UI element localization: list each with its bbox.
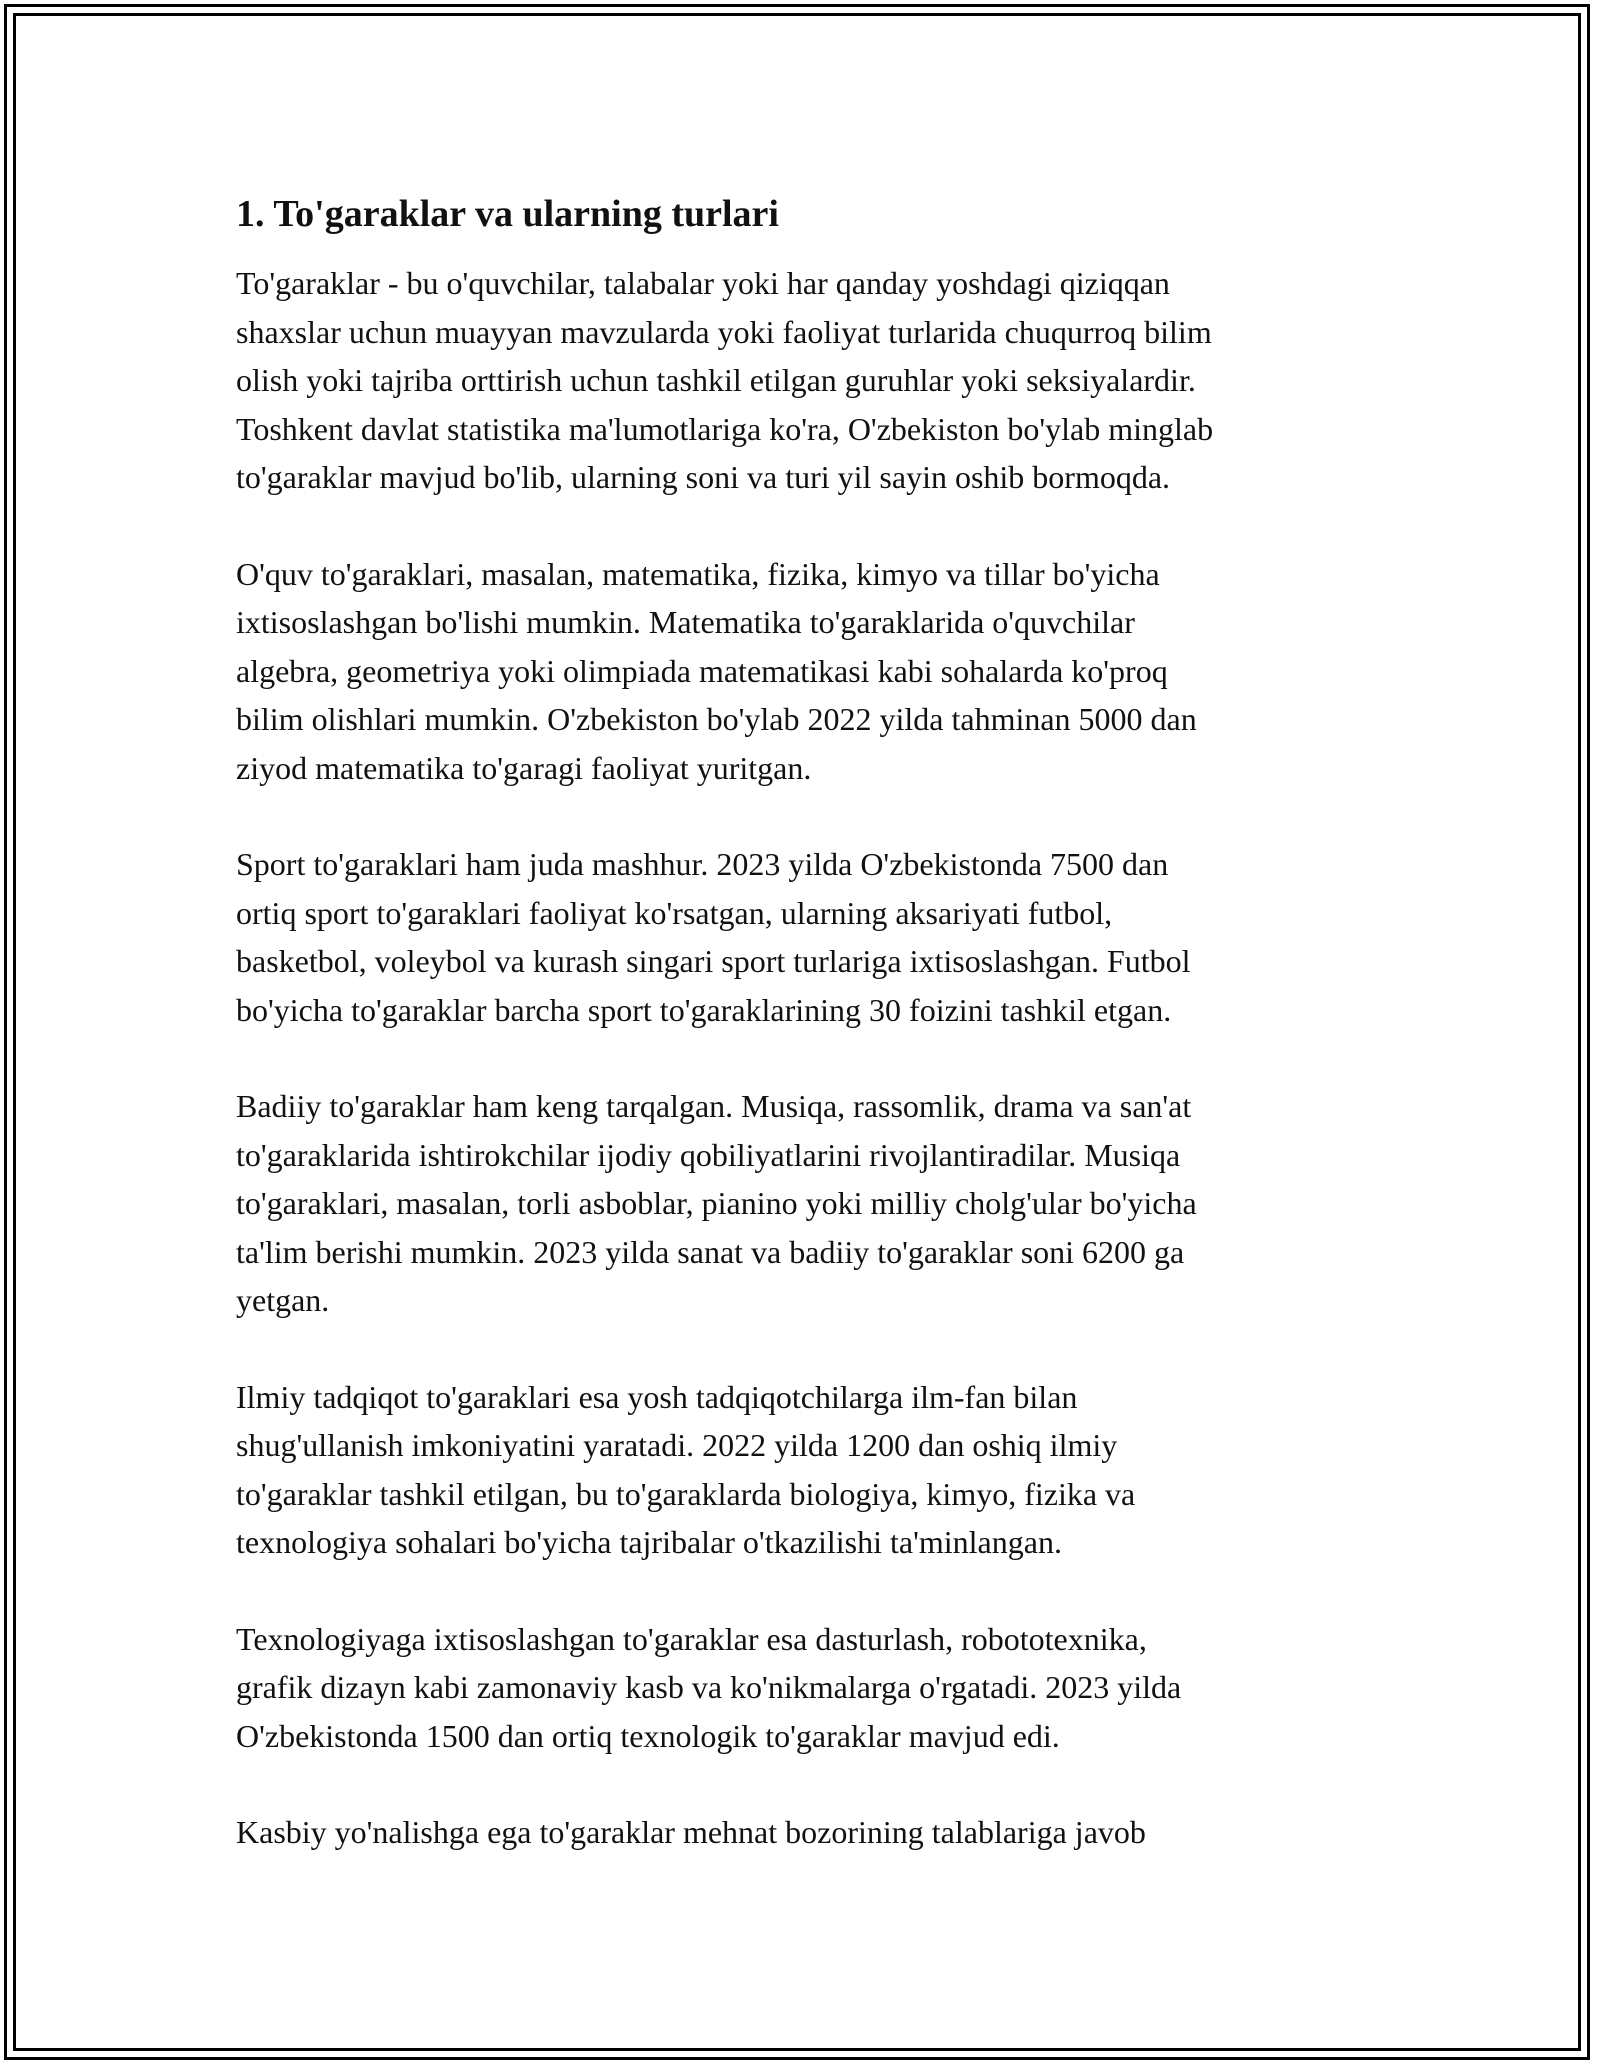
paragraph-2	[236, 550, 1366, 793]
paragraph-line: ziyod matematika to'garagi faoliyat yuritgan.	[236, 749, 812, 786]
paragraph-3	[236, 840, 1366, 1034]
paragraph-4	[236, 1082, 1366, 1325]
paragraph-line: basketbol, voleybol va kurash singari sport turlariga ixtisoslashgan. Futbol	[236, 943, 1191, 979]
section-heading: 1. To'garaklar va ularning turlari	[236, 193, 779, 235]
paragraph-line: shaxslar uchun muayyan mavzularda yoki faoliyat turlarida chuqurroq bilim	[236, 313, 1212, 350]
paragraph-line: to'garaklar mavjud bo'lib, ularning soni va turi yil sayin oshib bormoqda.	[236, 459, 1171, 495]
paragraph-7	[236, 1808, 1366, 1857]
paragraph-line: to'garaklarida ishtirokchilar ijodiy qobiliyatlarini rivojlantiradilar. Musiqa	[236, 1136, 1181, 1173]
paragraph-5	[236, 1373, 1366, 1567]
paragraph-line: yetgan.	[236, 1282, 330, 1318]
paragraph-1	[236, 259, 1366, 502]
paragraph-line: To'garaklar - bu o'quvchilar, talabalar yoki har qanday yoshdagi qiziqqan	[236, 265, 1170, 301]
paragraph-line: Ilmiy tadqiqot to'garaklari esa yosh tadqiqotchilarga ilm-fan bilan	[236, 1378, 1078, 1415]
paragraph-line: ortiq sport to'garaklari faoliyat ko'rsatgan, ularning aksariyati futbol,	[236, 894, 1113, 931]
paragraph-line: Kasbiy yo'nalishga ega to'garaklar mehnat bozorining talablariga javob	[236, 1814, 1146, 1850]
paragraph-line: shug'ullanish imkoniyatini yaratadi. 2022 yilda 1200 dan oshiq ilmiy	[236, 1427, 1118, 1463]
paragraph-line: grafik dizayn kabi zamonaviy kasb va ko'nikmalarga o'rgatadi. 2023 yilda	[236, 1669, 1182, 1705]
paragraph-line: O'zbekistonda 1500 dan ortiq texnologik to'garaklar mavjud edi.	[236, 1717, 1060, 1754]
paragraph-line: texnologiya sohalari bo'yicha tajribalar o'tkazilishi ta'minlangan.	[236, 1524, 1062, 1560]
document-body	[236, 188, 1366, 1905]
paragraph-list	[236, 259, 1366, 1857]
paragraph-line: Toshkent davlat statistika ma'lumotlariga ko'ra, O'zbekiston bo'ylab minglab	[236, 410, 1214, 447]
paragraph-line: algebra, geometriya yoki olimpiada matematikasi kabi sohalarda ko'proq	[236, 652, 1168, 689]
paragraph-6	[236, 1615, 1366, 1761]
paragraph-line: bilim olishlari mumkin. O'zbekiston bo'ylab 2022 yilda tahminan 5000 dan	[236, 701, 1197, 737]
paragraph-line: Sport to'garaklari ham juda mashhur. 2023 yilda O'zbekistonda 7500 dan	[236, 846, 1169, 882]
paragraph-line: O'quv to'garaklari, masalan, matematika, fizika, kimyo va tillar bo'yicha	[236, 555, 1160, 592]
paragraph-line: to'garaklari, masalan, torli asboblar, pianino yoki milliy cholg'ular bo'yicha	[236, 1185, 1197, 1221]
paragraph-line: to'garaklar tashkil etilgan, bu to'garaklarda biologiya, kimyo, fizika va	[236, 1475, 1136, 1512]
paragraph-line: Texnologiyaga ixtisoslashgan to'garaklar esa dasturlash, robototexnika,	[236, 1620, 1147, 1657]
paragraph-line: Badiiy to'garaklar ham keng tarqalgan. Musiqa, rassomlik, drama va san'at	[236, 1088, 1192, 1124]
paragraph-line: ta'lim berishi mumkin. 2023 yilda sanat va badiiy to'garaklar soni 6200 ga	[236, 1233, 1185, 1270]
paragraph-line: bo'yicha to'garaklar barcha sport to'garaklarining 30 foizini tashkil etgan.	[236, 991, 1172, 1028]
paragraph-line: olish yoki tajriba orttirish uchun tashkil etilgan guruhlar yoki seksiyalardir.	[236, 362, 1196, 398]
paragraph-line: ixtisoslashgan bo'lishi mumkin. Matematika to'garaklarida o'quvchilar	[236, 604, 1135, 640]
